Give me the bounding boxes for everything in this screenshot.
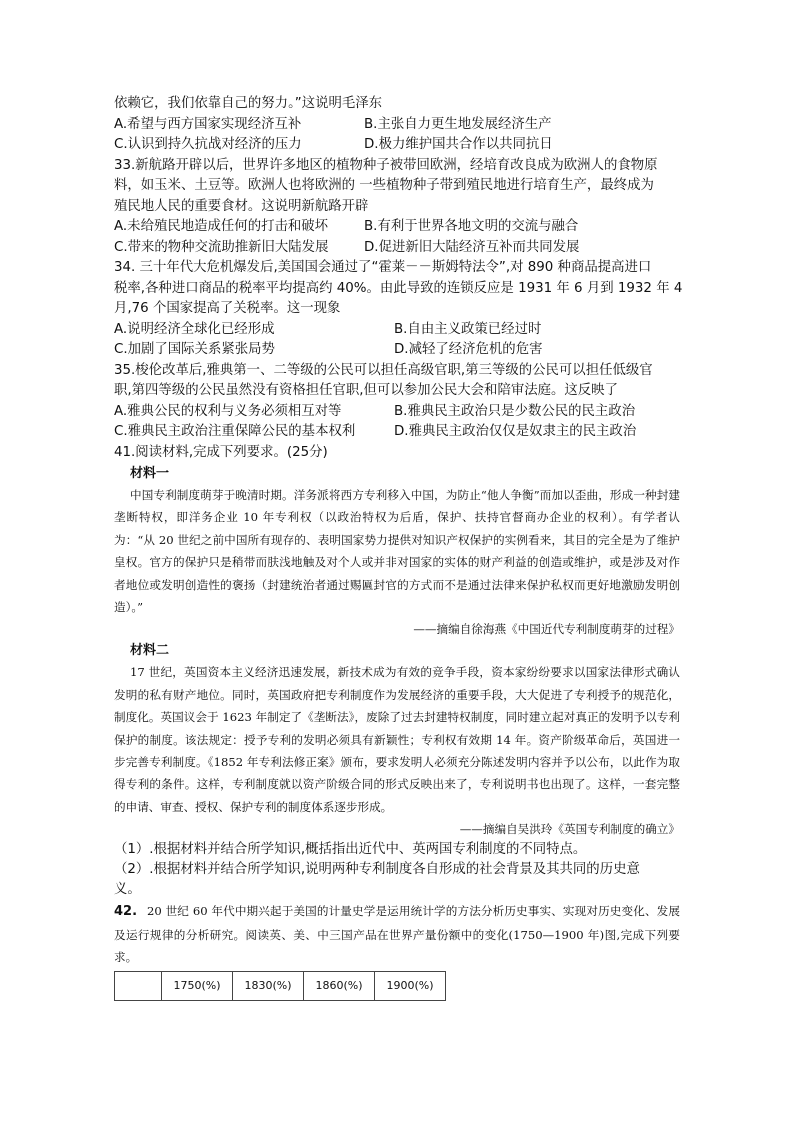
exam-page [114, 94, 683, 1001]
options-row [114, 340, 680, 361]
option-d: D.极力维护国共合作以共同抗日 [364, 137, 553, 152]
question-intro-line: 依赖它，我们依靠自己的努力。”这说明毛泽东 [114, 96, 383, 111]
q41-header: 41.阅读材料,完成下列要求。(25分) [114, 444, 328, 460]
options-row [114, 115, 680, 136]
options-row [114, 238, 680, 259]
material-one-text: 中国专利制度萌芽于晚清时期。洋务派将西方专利移入中国，为防止“他人争衡”而加以歪曲，形成一种封建垄断特权，即洋务企业 10 年专利权（以政治特权为后盾，保护、扶持官督商办企业的权利）。有学者认为：“从 20 世纪之前中国所有现存的、表明国家势力提供对知识产权保护的实例看来，其目的完全是为了维护皇权。官方的保护只是稍带而肤浅地触及对个人或并非对国家的实体的财产利益的创造或维护，或是涉及对作者地位或发明创造性的褒扬（封建统治者通过赐匾封官的方式而不是通过法律来保护私权而更好地激励发明创造）。” [114, 488, 680, 615]
option-a: A.希望与西方国家实现经济互补 [114, 116, 302, 132]
q42-stem [114, 900, 680, 968]
option-c: C.认识到持久抗战对经济的压力 [114, 137, 302, 152]
options-row [114, 422, 680, 443]
material-two-source: ——摘编自吴洪玲《英国专利制度的确立》 [459, 822, 680, 837]
q34-stem-line: 月,76 个国家提高了关税率。这一现象 [114, 301, 341, 316]
q35-stem-line: 35.梭伦改革后,雅典第一、二等级的公民可以担任高级官职,第三等级的公民可以担任低级官 [114, 362, 653, 378]
material-two-title: 材料二 [130, 643, 170, 659]
q35-stem-line: 职,第四等级的公民虽然没有资格担任官职,但可以参加公民大会和陪审法庭。这反映了 [114, 383, 618, 398]
requirement-2-line: （2）.根据材料并结合所学知识,说明两种专利制度各自形成的社会背景及其共同的历史意 [114, 862, 640, 878]
material-one-source: ——摘编自徐海燕《中国近代专利制度萌芽的过程》 [413, 622, 680, 637]
table-header-row [115, 971, 446, 1000]
option-d: D.雅典民主政治仅仅是奴隶主的民主政治 [394, 424, 637, 439]
option-a: A.说明经济全球化已经形成 [114, 321, 275, 337]
options-row [114, 402, 680, 423]
option-c: C.雅典民主政治注重保障公民的基本权利 [114, 424, 356, 439]
option-c: C.加剧了国际关系紧张局势 [114, 342, 275, 357]
q33-stem-line: 殖民地人民的重要食材。这说明新航路开辟 [114, 198, 369, 214]
options-row [114, 217, 680, 238]
option-a: A.雅典公民的权利与义务必须相互对等 [114, 403, 342, 419]
material-two-text: 17 世纪，英国资本主义经济迅速发展，新技术成为有效的竞争手段，资本家纷纷要求以国家法律形式确认发明的私有财产地位。同时，英国政府把专利制度作为发展经济的重要手段，大大促进了专利授予的规范化，制度化。英国议会于 1623 年制定了《垄断法》，废除了过去封建特权制度，同时建立起对真正的发明予以专利保护的制度。该法规定：授予专利的发明必须具有新颖性；专利权有效期 14 年。资产阶级革命后，英国进一步完善专利制度。《1852 年专利法修正案》颁布，要求发明人必须充分陈述发明内容并予以公布，以此作为取得专利的条件。这样，专利制度就以资产阶级合同的形式反映出来了，专利说明书也出现了。这样，一套完整的申请、审查、授权、保护专利的制度体系逐步形成。 [114, 665, 680, 814]
option-c: C.带来的物种交流助推新旧大陆发展 [114, 239, 329, 255]
q34-stem-line: 34. 三十年代大危机爆发后,美国国会通过了“霍莱－－斯姆特法令”,对 890 种商品提高进口 [114, 260, 652, 275]
q34-stem-line: 税率,各种进口商品的税率平均提高约 40%。由此导致的连锁反应是 1931 年 6 月到 1932 年 4 [114, 280, 683, 296]
material-one-title: 材料一 [130, 466, 170, 481]
q42-number: 42. [114, 904, 138, 920]
q42-text: 20 世纪 60 年代中期兴起于美国的计量史学是运用统计学的方法分析历史事实、实现对历史变化、发展及运行规律的分析研究。阅读英、美、中三国产品在世界产量份额中的变化(1750—1900 年)图,完成下列要求。 [114, 904, 680, 965]
table-header-cell: 1900(%) [375, 971, 446, 1000]
options-row [114, 135, 680, 156]
requirement-1: （1）.根据材料并结合所学知识,概括指出近代中、英两国专利制度的不同特点。 [114, 842, 587, 858]
requirement-2-line: 义。 [114, 882, 141, 898]
q33-stem-line: 料，如玉米、土豆等。欧洲人也将欧洲的 一些植物种子带到殖民地进行培育生产，最终成为 [114, 178, 654, 193]
table-header-cell: 1750(%) [162, 971, 233, 1000]
option-b: B.雅典民主政治只是少数公民的民主政治 [394, 403, 636, 419]
option-b: B.有利于世界各地文明的交流与融合 [364, 219, 579, 234]
option-a: A.未给殖民地造成任何的打击和破坏 [114, 219, 329, 234]
option-b: B.自由主义政策已经过时 [394, 321, 542, 337]
table-header-cell [115, 971, 162, 1000]
table-header-cell: 1860(%) [304, 971, 375, 1000]
table-header-cell: 1830(%) [233, 971, 304, 1000]
data-table [114, 971, 446, 1001]
options-row [114, 320, 680, 341]
option-d: D.减轻了经济危机的危害 [394, 342, 543, 357]
option-d: D.促进新旧大陆经济互补而共同发展 [364, 239, 580, 255]
q33-stem-line: 33.新航路开辟以后，世界许多地区的植物种子被带回欧洲，经培育改良成为欧洲人的食物原 [114, 157, 658, 173]
option-b: B.主张自力更生地发展经济生产 [364, 116, 552, 132]
